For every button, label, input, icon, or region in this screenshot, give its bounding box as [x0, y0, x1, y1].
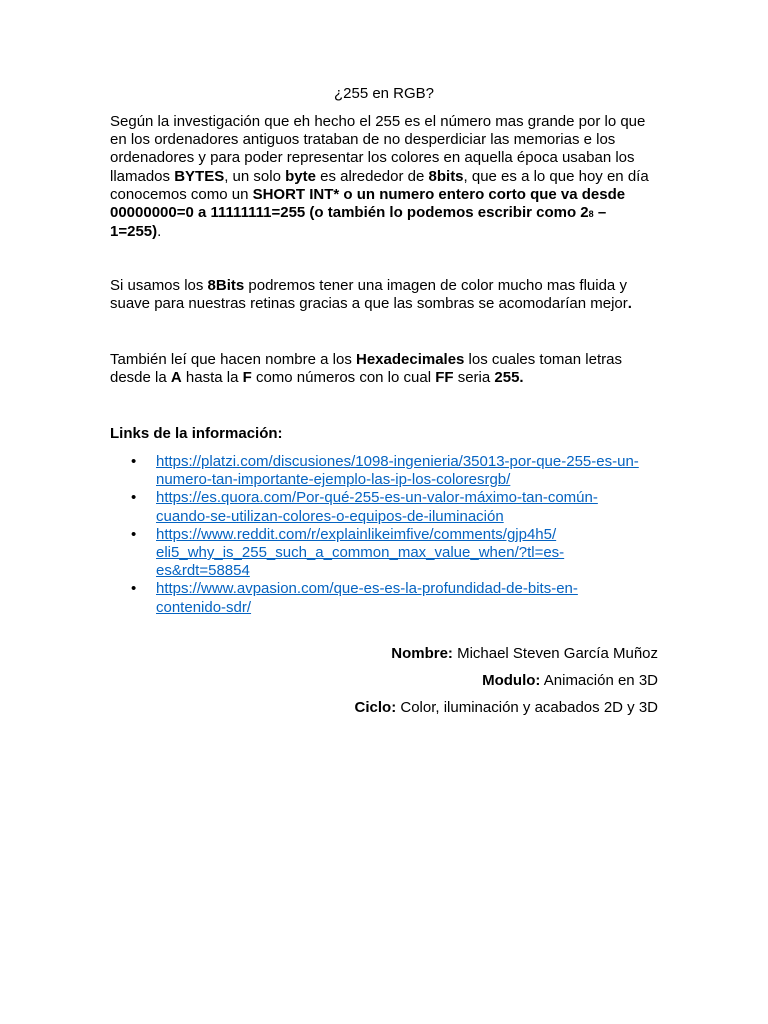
text-run: Si usamos los: [110, 277, 208, 294]
bold-run: A: [170, 369, 182, 387]
text-run: , un solo: [224, 167, 286, 185]
signature-cycle: [110, 699, 658, 717]
bold-run: BYTES: [174, 167, 225, 185]
bold-run: .: [627, 295, 632, 313]
text-run: hasta la: [181, 369, 243, 387]
subscript-run: 8: [588, 209, 594, 220]
link-line: contenido-sdr/: [156, 598, 252, 616]
bold-run: FF: [435, 369, 454, 387]
text-run: es alrededor de: [315, 167, 429, 185]
link-line: https://platzi.com/discusiones/1098-ingenieria/35013-por-que-255-es-un-: [156, 453, 639, 470]
bullet-icon: •: [131, 525, 137, 543]
cycle-label: Ciclo:: [354, 699, 397, 716]
bold-run: 8Bits: [207, 277, 245, 294]
text-run: seria: [453, 369, 495, 387]
bold-run: 255.: [494, 369, 524, 387]
link-line: https://www.avpasion.com/que-es-es-la-profundidad-de-bits-en-: [156, 580, 578, 598]
name-label: Nombre:: [391, 645, 453, 662]
bold-run: 8bits: [428, 167, 464, 185]
signature-module: [110, 672, 658, 690]
text-run: .: [157, 223, 162, 241]
text-run: , que es a lo que hoy en día conocemos como un: [110, 167, 649, 203]
links-heading: Links de la información:: [110, 425, 283, 442]
list-item: [110, 580, 670, 616]
paragraph-8bits: [110, 277, 658, 313]
link-line: numero-tan-importante-ejemplo-las-ip-los-coloresrgb/: [156, 471, 511, 489]
list-item: [110, 453, 670, 489]
link-reddit[interactable]: [156, 526, 670, 581]
bold-run: F: [242, 369, 252, 387]
text-run: Según la investigación que eh hecho el 255 es el número mas grande por lo que en los ordenadores antiguos trataban de no desperdiciar las memorias e los ordenadores y para poder representar los colores en aquella época usaban los llamados: [110, 113, 646, 185]
paragraph-hexadecimal: [110, 351, 658, 387]
name-value: Michael Steven García Muñoz: [452, 645, 658, 662]
text-run: También leí que hacen nombre a los: [110, 351, 356, 368]
link-quora[interactable]: [156, 489, 670, 525]
bullet-icon: •: [131, 489, 137, 507]
module-label: Modulo:: [482, 672, 541, 689]
bold-run: Hexadecimales: [355, 351, 465, 368]
document-title: ¿255 en RGB?: [333, 85, 435, 102]
text-run: los cuales toman letras desde la: [110, 351, 622, 387]
module-value: Animación en 3D: [540, 672, 658, 689]
link-line: eli5_why_is_255_such_a_common_max_value_when/?tl=es-: [156, 544, 565, 562]
link-line: cuando-se-utilizan-colores-o-equipos-de-iluminación: [156, 507, 504, 525]
cycle-value: Color, iluminación y acabados 2D y 3D: [396, 699, 658, 716]
link-platzi[interactable]: [156, 453, 670, 489]
links-list: [110, 453, 670, 617]
link-line: es&rdt=58854: [156, 562, 250, 580]
bullet-icon: •: [131, 453, 137, 470]
link-line: https://www.reddit.com/r/explainlikeimfive/comments/gjp4h5/: [156, 525, 557, 543]
signature-name: [110, 645, 658, 663]
link-line: https://es.quora.com/Por-qué-255-es-un-valor-máximo-tan-común-: [156, 489, 598, 507]
bold-run: byte: [285, 167, 316, 185]
link-avpasion[interactable]: [156, 580, 670, 616]
bold-run: – 1=255): [110, 204, 607, 241]
paragraph-bytes: [110, 113, 658, 241]
list-item: [110, 526, 670, 581]
list-item: [110, 489, 670, 525]
text-run: como números con lo cual: [251, 369, 436, 387]
bullet-icon: •: [131, 580, 137, 598]
bold-run: SHORT INT* o un numero entero corto que va desde 00000000=0 a 11111111=255 (o también lo podemos escribir como 2: [110, 185, 626, 222]
text-run: podremos tener una imagen de color mucho mas fluida y suave para nuestras retinas gracias a que las sombras se acomodarían mejor: [110, 277, 628, 313]
